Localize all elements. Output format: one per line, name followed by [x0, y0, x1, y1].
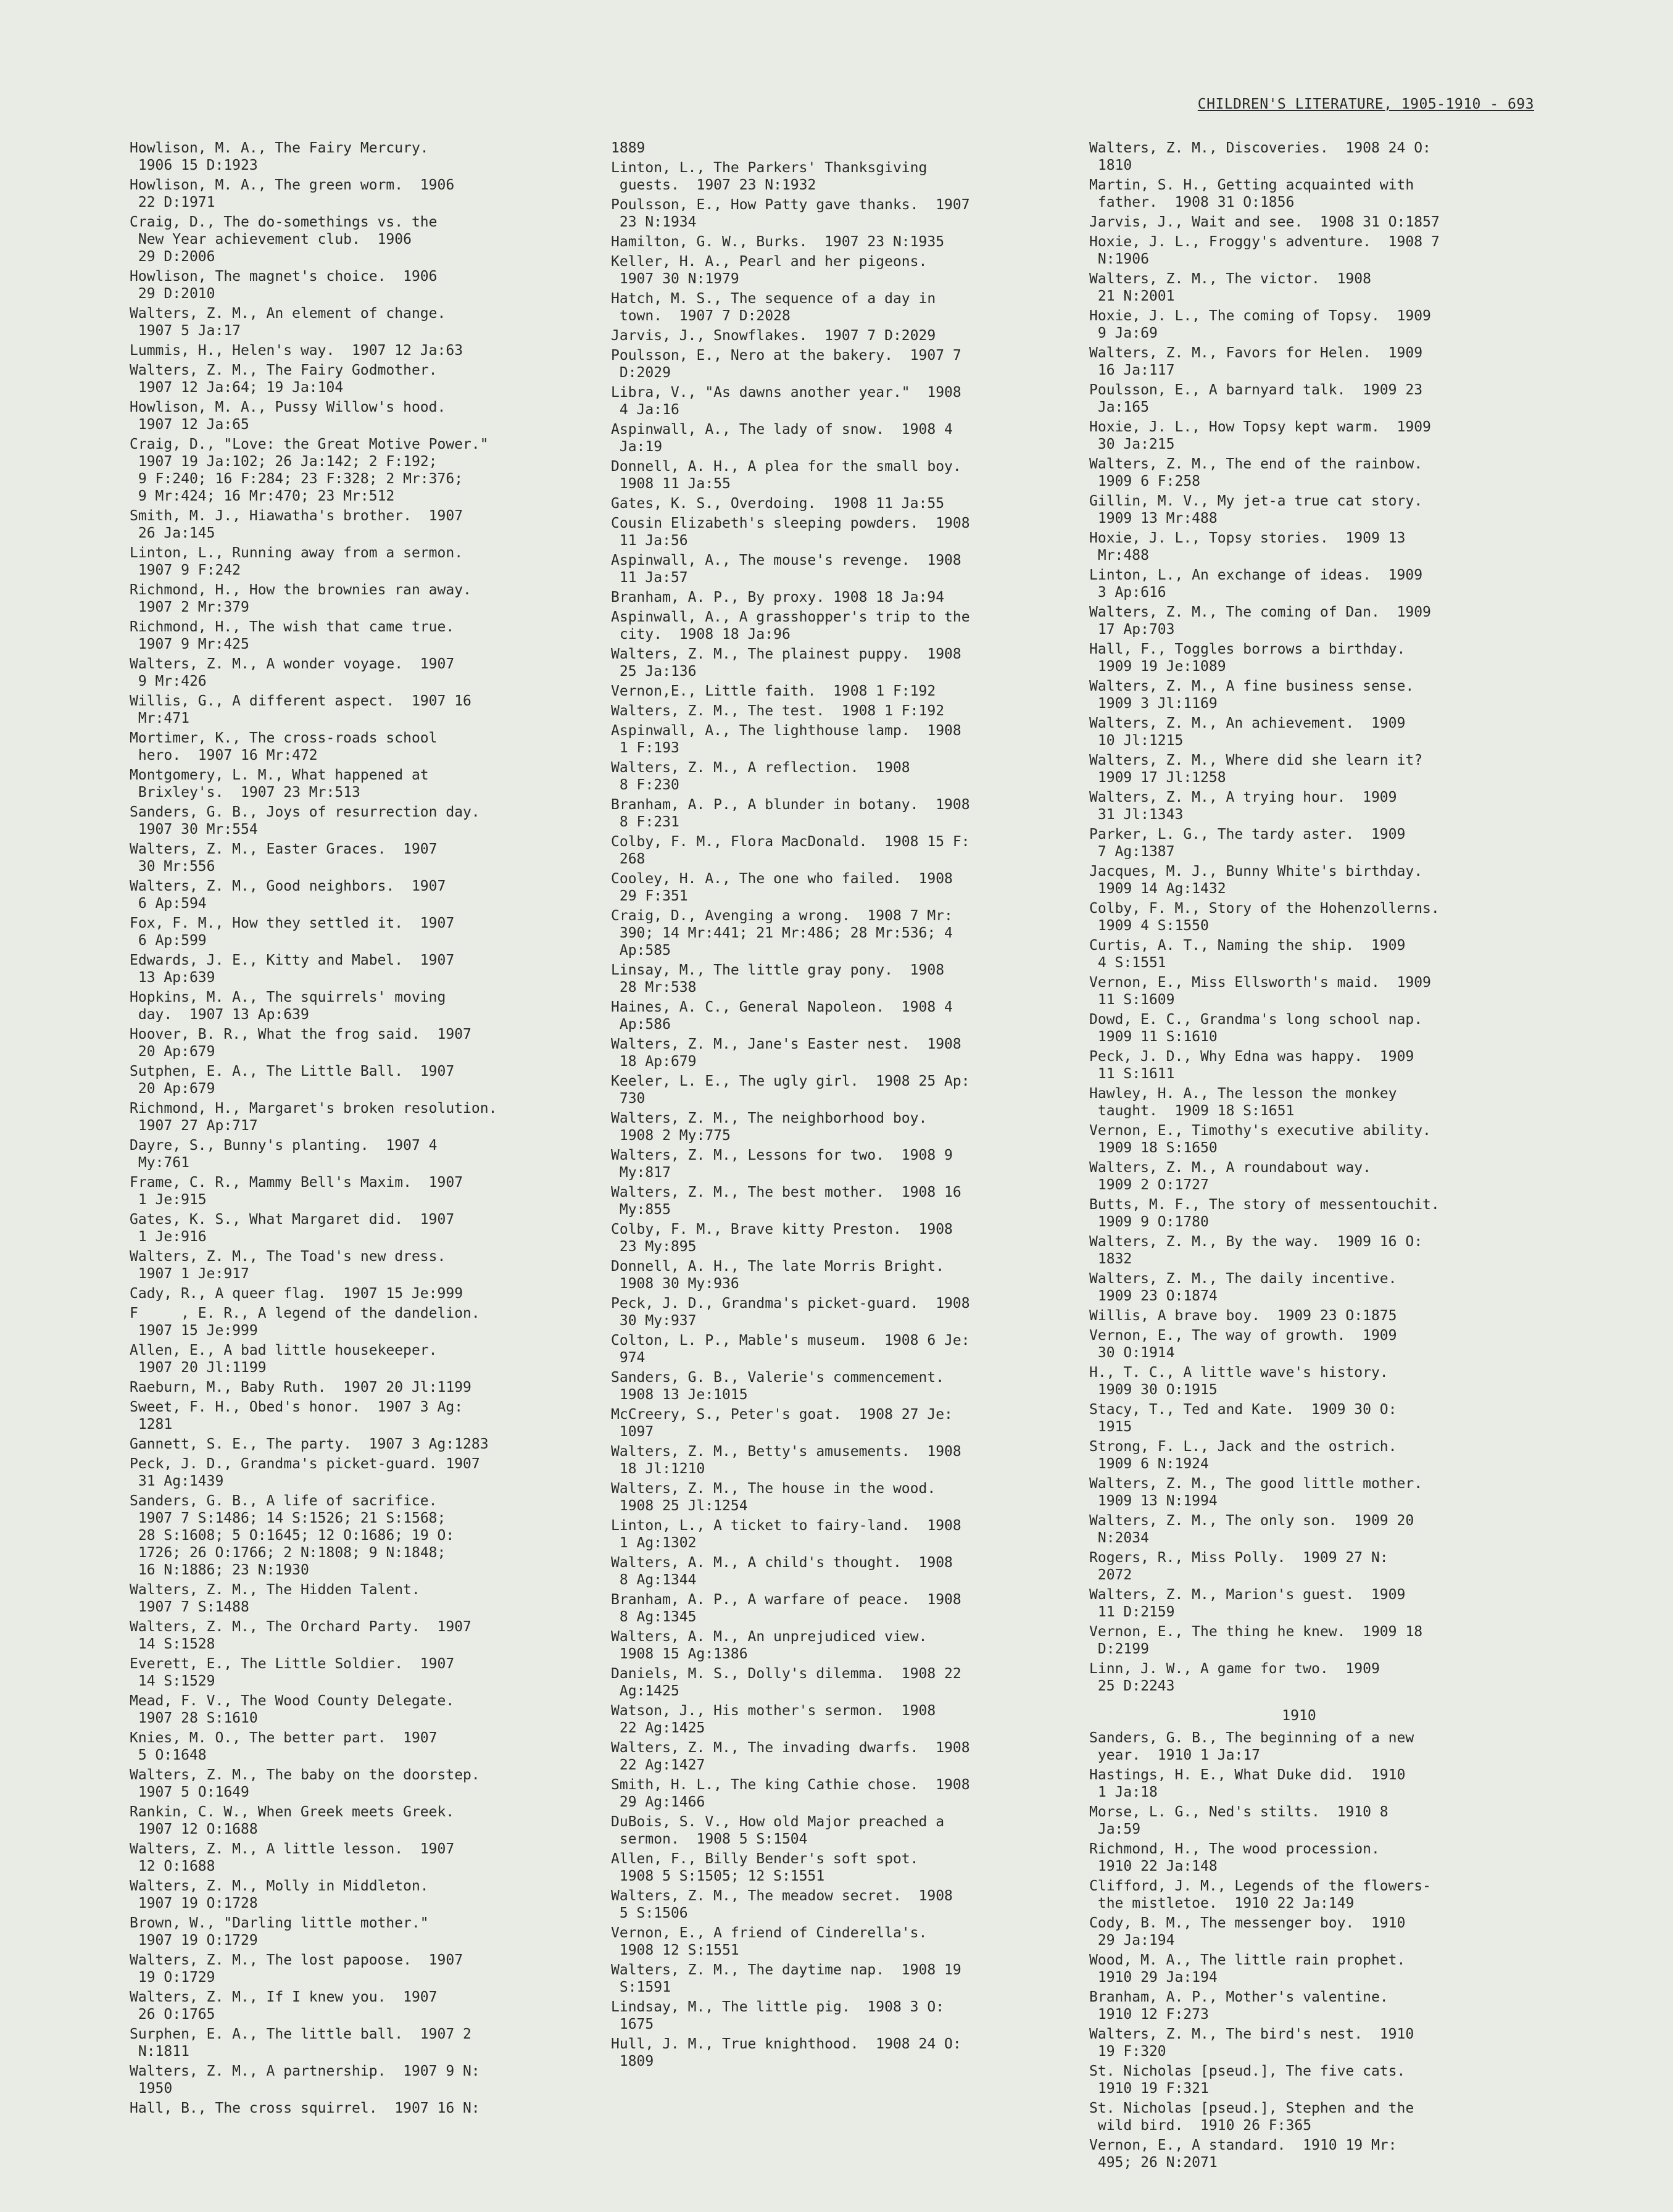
index-entry: Walters, Z. M., By the way. 1909 16 O: 1832 [1089, 1234, 1423, 1267]
index-entry: Colton, L. P., Mable's museum. 1908 6 Je: 974 [611, 1333, 970, 1366]
index-entry: Lummis, H., Helen's way. 1907 12 Ja:63 [130, 343, 463, 359]
index-entry: Edwards, J. E., Kitty and Mabel. 1907 13 Ap:639 [130, 952, 455, 986]
index-entry: Walters, Z. M., The Fairy Godmother. 1907 12 Ja:64; 19 Ja:104 [130, 362, 438, 396]
index-entry: Sweet, F. H., Obed's honor. 1907 3 Ag: 1281 [130, 1399, 463, 1432]
index-entry: DuBois, S. V., How old Major preached a sermon. 1908 5 S:1504 [611, 1814, 945, 1847]
index-entry: Richmond, H., How the brownies ran away. 1907 2 Mr:379 [130, 582, 471, 615]
index-entry: Jarvis, J., Snowflakes. 1907 7 D:2029 [611, 328, 936, 344]
index-entry: St. Nicholas [pseud.], The five cats. 1910 19 F:321 [1089, 2063, 1406, 2097]
index-entry: Mead, F. V., The Wood County Delegate. 1907 28 S:1610 [130, 1693, 455, 1726]
index-entry: Sanders, G. B., The beginning of a new year. 1910 1 Ja:17 [1089, 1730, 1414, 1763]
index-entry: Howlison, M. A., Pussy Willow's hood. 1907 12 Ja:65 [130, 399, 446, 433]
index-entry: Hull, J. M., True knighthood. 1908 24 O: 1809 [611, 2036, 961, 2069]
index-entry: Frame, C. R., Mammy Bell's Maxim. 1907 1 Je:915 [130, 1175, 463, 1208]
index-entry: Walters, Z. M., The test. 1908 1 F:192 [611, 703, 945, 719]
index-entry: Smith, H. L., The king Cathie chose. 1908 29 Ag:1466 [611, 1777, 970, 1810]
index-entry: Howlison, M. A., The Fairy Mercury. 1906 15 D:1923 [130, 140, 429, 173]
index-entry: Walters, Z. M., Where did she learn it? 1909 17 Jl:1258 [1089, 752, 1423, 786]
index-entry: Clifford, J. M., Legends of the flowers- the mistletoe. 1910 22 Ja:149 [1089, 1878, 1431, 1911]
index-entry: Walters, Z. M., An element of change. 1907 5 Ja:17 [130, 306, 446, 339]
index-entry: Walters, Z. M., The best mother. 1908 16 My:855 [611, 1184, 961, 1218]
index-column-2 [611, 139, 1031, 2073]
index-entry: Walters, Z. M., The baby on the doorstep. 1907 5 O:1649 [130, 1767, 480, 1800]
index-entry: Brown, W., "Darling little mother." 1907 19 O:1729 [130, 1915, 429, 1948]
index-entry: Walters, Z. M., A partnership. 1907 9 N: 1950 [130, 2063, 480, 2097]
index-entry: Jarvis, J., Wait and see. 1908 31 O:1857 [1089, 214, 1440, 230]
index-entry: Hoxie, J. L., Froggy's adventure. 1908 7 N:1906 [1089, 234, 1440, 267]
index-entry: Walters, Z. M., Discoveries. 1908 24 O: 1810 [1089, 140, 1431, 173]
index-entry: Walters, Z. M., The plainest puppy. 1908 25 Ja:136 [611, 646, 961, 680]
index-entry: Cooley, H. A., The one who failed. 1908 29 F:351 [611, 871, 953, 904]
index-entry: Peck, J. D., Why Edna was happy. 1909 11 S:1611 [1089, 1049, 1414, 1082]
index-entry: Cody, B. M., The messenger boy. 1910 29 Ja:194 [1089, 1915, 1406, 1948]
index-entry: Craig, D., Avenging a wrong. 1908 7 Mr: 390; 14 Mr:441; 21 Mr:486; 28 Mr:536; 4 Ap:585 [611, 908, 953, 958]
index-entry: Knies, M. O., The better part. 1907 5 O:1648 [130, 1730, 438, 1763]
index-entry: Willis, G., A different aspect. 1907 16 Mr:471 [130, 693, 471, 726]
index-entry: Libra, V., "As dawns another year." 1908 4 Ja:16 [611, 385, 961, 418]
index-entry: Walters, A. M., A child's thought. 1908 8 Ag:1344 [611, 1555, 953, 1588]
index-entry: Vernon, E., A standard. 1910 19 Mr: 495; 26 N:2071 [1089, 2137, 1397, 2171]
index-entry: Hamilton, G. W., Burks. 1907 23 N:1935 [611, 234, 945, 250]
index-entry: Walters, Z. M., The end of the rainbow. 1909 6 F:258 [1089, 456, 1423, 489]
index-entry: Walters, Z. M., The Hidden Talent. 1907 7 S:1488 [130, 1582, 420, 1615]
index-entry: Vernon, E., Miss Ellsworth's maid. 1909 11 S:1609 [1089, 975, 1431, 1008]
index-entry: Rankin, C. W., When Greek meets Greek. 1907 12 O:1688 [130, 1804, 455, 1837]
index-entry: Craig, D., The do-somethings vs. the New Year achievement club. 1906 29 D:2006 [130, 214, 438, 265]
index-entry: Branham, A. P., By proxy. 1908 18 Ja:94 [611, 589, 945, 605]
index-entry: Allen, F., Billy Bender's soft spot. 1908 5 S:1505; 12 S:1551 [611, 1851, 919, 1884]
index-entry: Poulsson, E., A barnyard talk. 1909 23 Ja:165 [1089, 382, 1423, 415]
index-entry: Walters, Z. M., The Toad's new dress. 1907 1 Je:917 [130, 1249, 446, 1282]
index-entry: Morse, L. G., Ned's stilts. 1910 8 Ja:59 [1089, 1804, 1389, 1837]
index-entry: Hoxie, J. L., Topsy stories. 1909 13 Mr:488 [1089, 530, 1406, 563]
index-entry: H., T. C., A little wave's history. 1909 30 O:1915 [1089, 1365, 1389, 1398]
index-entry: Surphen, E. A., The little ball. 1907 2 N:1811 [130, 2026, 471, 2060]
index-entry: Colby, F. M., Flora MacDonald. 1908 15 F: 268 [611, 834, 970, 867]
index-entry: Richmond, H., Margaret's broken resolution. 1907 27 Ap:717 [130, 1100, 497, 1134]
index-entry: Lindsay, M., The little pig. 1908 3 O: 1675 [611, 1999, 945, 2032]
index-column-3 [1089, 139, 1509, 2174]
index-entry: Hawley, H. A., The lesson the monkey taught. 1909 18 S:1651 [1089, 1086, 1397, 1119]
index-entry: Branham, A. P., A blunder in botany. 1908 8 F:231 [611, 797, 970, 830]
index-entry: Daniels, M. S., Dolly's dilemma. 1908 22 Ag:1425 [611, 1666, 961, 1699]
index-entry: Hoxie, J. L., How Topsy kept warm. 1909 30 Ja:215 [1089, 419, 1431, 452]
year-heading: 1910 [1282, 1708, 1316, 1724]
index-entry: Walters, Z. M., A wonder voyage. 1907 9 Mr:426 [130, 656, 455, 689]
index-entry: Walters, Z. M., The bird's nest. 1910 19 F:320 [1089, 2026, 1414, 2060]
index-entry: Walters, Z. M., A little lesson. 1907 12 O:1688 [130, 1841, 455, 1874]
index-entry: Peck, J. D., Grandma's picket-guard. 1907 31 Ag:1439 [130, 1456, 480, 1489]
index-entry: Cady, R., A queer flag. 1907 15 Je:999 [130, 1286, 463, 1302]
index-entry: Colby, F. M., Brave kitty Preston. 1908 23 My:895 [611, 1221, 953, 1255]
index-entry: Craig, D., "Love: the Great Motive Power." 1907 19 Ja:102; 26 Ja:142; 2 F:192; 9 F:240; 16 F:284; 23 F:328; 2 Mr:376; 9 Mr:424; 16 Mr:470; 23 Mr:512 [130, 436, 489, 504]
index-entry: Hoover, B. R., What the frog said. 1907 20 Ap:679 [130, 1026, 471, 1060]
index-entry: Peck, J. D., Grandma's picket-guard. 1908 30 My:937 [611, 1295, 970, 1329]
index-entry: Linton, L., A ticket to fairy-land. 1908 1 Ag:1302 [611, 1518, 961, 1551]
index-entry: Sanders, G. B., Joys of resurrection day. 1907 30 Mr:554 [130, 804, 480, 838]
index-entry: Hopkins, M. A., The squirrels' moving day. 1907 13 Ap:639 [130, 989, 446, 1023]
index-entry: Branham, A. P., Mother's valentine. 1910 12 F:273 [1089, 1989, 1389, 2023]
index-entry: Walters, Z. M., Easter Graces. 1907 30 Mr:556 [130, 841, 438, 875]
index-entry: Keeler, L. E., The ugly girl. 1908 25 Ap: 730 [611, 1073, 970, 1107]
index-entry: Walters, Z. M., Jane's Easter nest. 1908 18 Ap:679 [611, 1036, 961, 1070]
index-entry: Linton, L., An exchange of ideas. 1909 3 Ap:616 [1089, 567, 1423, 601]
index-entry: Walters, Z. M., Marion's guest. 1909 11 D:2159 [1089, 1587, 1406, 1620]
index-entry: F , E. R., A legend of the dandelion. 1907 15 Je:999 [130, 1305, 480, 1339]
index-entry: Stacy, T., Ted and Kate. 1909 30 O: 1915 [1089, 1402, 1397, 1435]
index-entry: Raeburn, M., Baby Ruth. 1907 20 Jl:1199 [130, 1379, 471, 1395]
index-entry: Walters, Z. M., The daytime nap. 1908 19 S:1591 [611, 1962, 961, 1995]
index-entry: Donnell, A. H., The late Morris Bright. 1908 30 My:936 [611, 1258, 945, 1292]
index-entry: Allen, E., A bad little housekeeper. 1907 20 Jl:1199 [130, 1342, 438, 1376]
index-entry: Aspinwall, A., The lighthouse lamp. 1908 1 F:193 [611, 723, 961, 756]
index-entry: Vernon, E., The thing he knew. 1909 18 D:2199 [1089, 1624, 1423, 1657]
index-entry: Poulsson, E., How Patty gave thanks. 1907 23 N:1934 [611, 197, 970, 230]
index-entry: Linton, L., The Parkers' Thanksgiving guests. 1907 23 N:1932 [611, 160, 928, 193]
index-entry: Hastings, H. E., What Duke did. 1910 1 Ja:18 [1089, 1767, 1406, 1800]
index-entry: Walters, Z. M., The good little mother. 1909 13 N:1994 [1089, 1476, 1423, 1509]
index-entry: Vernon, E., The way of growth. 1909 30 O:1914 [1089, 1328, 1397, 1361]
index-entry: Walters, Z. M., The coming of Dan. 1909 17 Ap:703 [1089, 604, 1431, 638]
index-entry: Walters, Z. M., A roundabout way. 1909 2 O:1727 [1089, 1160, 1371, 1193]
index-entry: Dayre, S., Bunny's planting. 1907 4 My:761 [130, 1137, 438, 1171]
index-entry: Dowd, E. C., Grandma's long school nap. 1909 11 S:1610 [1089, 1012, 1423, 1045]
index-entry: Walters, Z. M., A reflection. 1908 8 F:230 [611, 760, 910, 793]
index-entry: Howlison, M. A., The green worm. 1906 22 D:1971 [130, 177, 455, 210]
index-entry: Gannett, S. E., The party. 1907 3 Ag:1283 [130, 1436, 489, 1452]
index-entry: Smith, M. J., Hiawatha's brother. 1907 26 Ja:145 [130, 508, 463, 541]
index-entry: Gates, K. S., What Margaret did. 1907 1 Je:916 [130, 1212, 455, 1245]
page-header: CHILDREN'S LITERATURE, 1905-1910 - 693 [1197, 96, 1534, 112]
index-entry: Wood, M. A., The little rain prophet. 1910 29 Ja:194 [1089, 1952, 1406, 1985]
index-entry: Haines, A. C., General Napoleon. 1908 4 Ap:586 [611, 999, 953, 1033]
index-entry: Colby, F. M., Story of the Hohenzollerns. 1909 4 S:1550 [1089, 900, 1440, 934]
index-entry: Fox, F. M., How they settled it. 1907 6 Ap:599 [130, 915, 455, 949]
index-entry: Branham, A. P., A warfare of peace. 1908 8 Ag:1345 [611, 1592, 961, 1625]
index-entry: Walters, Z. M., The neighborhood boy. 1908 2 My:775 [611, 1110, 928, 1144]
index-entry: Aspinwall, A., A grasshopper's trip to the city. 1908 18 Ja:96 [611, 609, 970, 642]
index-entry: Walters, Z. M., Molly in Middleton. 1907 19 O:1728 [130, 1878, 429, 1911]
index-entry: Walters, Z. M., Favors for Helen. 1909 16 Ja:117 [1089, 345, 1423, 378]
index-entry: Martin, S. H., Getting acquainted with father. 1908 31 O:1856 [1089, 177, 1414, 210]
index-entry: Parker, L. G., The tardy aster. 1909 7 Ag:1387 [1089, 826, 1406, 860]
index-entry: Linn, J. W., A game for two. 1909 25 D:2243 [1089, 1661, 1380, 1694]
index-entry: Walters, Z. M., Betty's amusements. 1908 18 Jl:1210 [611, 1444, 961, 1477]
index-entry: Hoxie, J. L., The coming of Topsy. 1909 9 Ja:69 [1089, 308, 1431, 341]
index-entry: Poulsson, E., Nero at the bakery. 1907 7 D:2029 [611, 347, 961, 381]
index-entry: Howlison, The magnet's choice. 1906 29 D:2010 [130, 268, 438, 302]
index-entry: McCreery, S., Peter's goat. 1908 27 Je: 1097 [611, 1407, 953, 1440]
index-entry: Walters, Z. M., If I knew you. 1907 26 O:1765 [130, 1989, 438, 2023]
index-entry: Walters, Z. M., Good neighbors. 1907 6 Ap:594 [130, 878, 446, 912]
index-entry: Hall, B., The cross squirrel. 1907 16 N: [130, 2100, 480, 2116]
index-entry: Walters, Z. M., The meadow secret. 1908 5 S:1506 [611, 1888, 953, 1921]
index-entry: Gillin, M. V., My jet-a true cat story. 1909 13 Mr:488 [1089, 493, 1423, 526]
index-entry: Hall, F., Toggles borrows a birthday. 1909 19 Je:1089 [1089, 641, 1406, 675]
index-entry: Linton, L., Running away from a sermon. 1907 9 F:242 [130, 545, 463, 578]
index-entry: Willis, A brave boy. 1909 23 O:1875 [1089, 1308, 1397, 1324]
index-entry: Rogers, R., Miss Polly. 1909 27 N: 2072 [1089, 1550, 1389, 1583]
index-entry: Walters, A. M., An unprejudiced view. 1908 15 Ag:1386 [611, 1629, 928, 1662]
index-entry: Richmond, H., The wood procession. 1910 22 Ja:148 [1089, 1841, 1380, 1874]
index-entry: Walters, Z. M., The lost papoose. 1907 19 O:1729 [130, 1952, 463, 1985]
index-entry: Walters, Z. M., The house in the wood. 1908 25 Jl:1254 [611, 1481, 936, 1514]
index-entry: Walters, Z. M., A trying hour. 1909 31 Jl:1343 [1089, 789, 1397, 823]
index-entry: Curtis, A. T., Naming the ship. 1909 4 S:1551 [1089, 938, 1406, 971]
index-entry: Walters, Z. M., The invading dwarfs. 1908 22 Ag:1427 [611, 1740, 970, 1773]
index-entry: Donnell, A. H., A plea for the small boy. 1908 11 Ja:55 [611, 459, 961, 492]
index-entry: Hatch, M. S., The sequence of a day in town. 1907 7 D:2028 [611, 291, 936, 324]
index-entry: Walters, Z. M., The only son. 1909 20 N:2034 [1089, 1513, 1414, 1546]
index-entry: Aspinwall, A., The mouse's revenge. 1908 11 Ja:57 [611, 552, 961, 586]
index-entry: Aspinwall, A., The lady of snow. 1908 4 Ja:19 [611, 422, 953, 455]
index-entry: Walters, Z. M., The victor. 1908 21 N:2001 [1089, 271, 1371, 304]
index-column-1 [130, 139, 574, 2119]
index-entry: Butts, M. F., The story of messentouchit. 1909 9 O:1780 [1089, 1197, 1440, 1230]
index-entry: Richmond, H., The wish that came true. 1907 9 Mr:425 [130, 619, 455, 652]
index-entry: Linsay, M., The little gray pony. 1908 28 Mr:538 [611, 962, 945, 996]
index-entry: Jacques, M. J., Bunny White's birthday. 1909 14 Ag:1432 [1089, 863, 1423, 897]
index-entry: Vernon, E., Timothy's executive ability. 1909 18 S:1650 [1089, 1123, 1431, 1156]
index-entry: Sanders, G. B., A life of sacrifice. 1907 7 S:1486; 14 S:1526; 21 S:1568; 28 S:1608; 5 O:1645; 12 O:1686; 19 O: 1726; 26 O:1766; 2 N:1808; 9 N:1848; 16 N:1886; 23 N:1930 [130, 1493, 455, 1578]
index-entry: Gates, K. S., Overdoing. 1908 11 Ja:55 [611, 496, 945, 512]
index-entry: Walters, Z. M., The Orchard Party. 1907 14 S:1528 [130, 1619, 471, 1652]
index-entry: Walters, Z. M., A fine business sense. 1909 3 Jl:1169 [1089, 678, 1414, 712]
index-entry: Sanders, G. B., Valerie's commencement. 1908 13 Je:1015 [611, 1370, 945, 1403]
index-entry: Walters, Z. M., Lessons for two. 1908 9 My:817 [611, 1147, 953, 1181]
index-entry: Everett, E., The Little Soldier. 1907 14 S:1529 [130, 1656, 455, 1689]
index-entry: Walters, Z. M., An achievement. 1909 10 Jl:1215 [1089, 715, 1406, 749]
index-entry: Watson, J., His mother's sermon. 1908 22 Ag:1425 [611, 1703, 936, 1736]
index-entry: Vernon,E., Little faith. 1908 1 F:192 [611, 683, 936, 699]
index-entry: Montgomery, L. M., What happened at Brixley's. 1907 23 Mr:513 [130, 767, 429, 800]
index-entry: Walters, Z. M., The daily incentive. 1909 23 O:1874 [1089, 1271, 1397, 1304]
index-entry: Vernon, E., A friend of Cinderella's. 1908 12 S:1551 [611, 1925, 928, 1958]
index-entry: Keller, H. A., Pearl and her pigeons. 1907 30 N:1979 [611, 254, 928, 287]
index-entry: Sutphen, E. A., The Little Ball. 1907 20 Ap:679 [130, 1063, 455, 1097]
index-entry: Cousin Elizabeth's sleeping powders. 1908 11 Ja:56 [611, 515, 970, 549]
index-entry: St. Nicholas [pseud.], Stephen and the wild bird. 1910 26 F:365 [1089, 2100, 1414, 2134]
index-entry: Strong, F. L., Jack and the ostrich. 1909 6 N:1924 [1089, 1439, 1397, 1472]
index-entry: Mortimer, K., The cross-roads school hero. 1907 16 Mr:472 [130, 730, 438, 763]
index-entry: 1889 [611, 140, 646, 156]
